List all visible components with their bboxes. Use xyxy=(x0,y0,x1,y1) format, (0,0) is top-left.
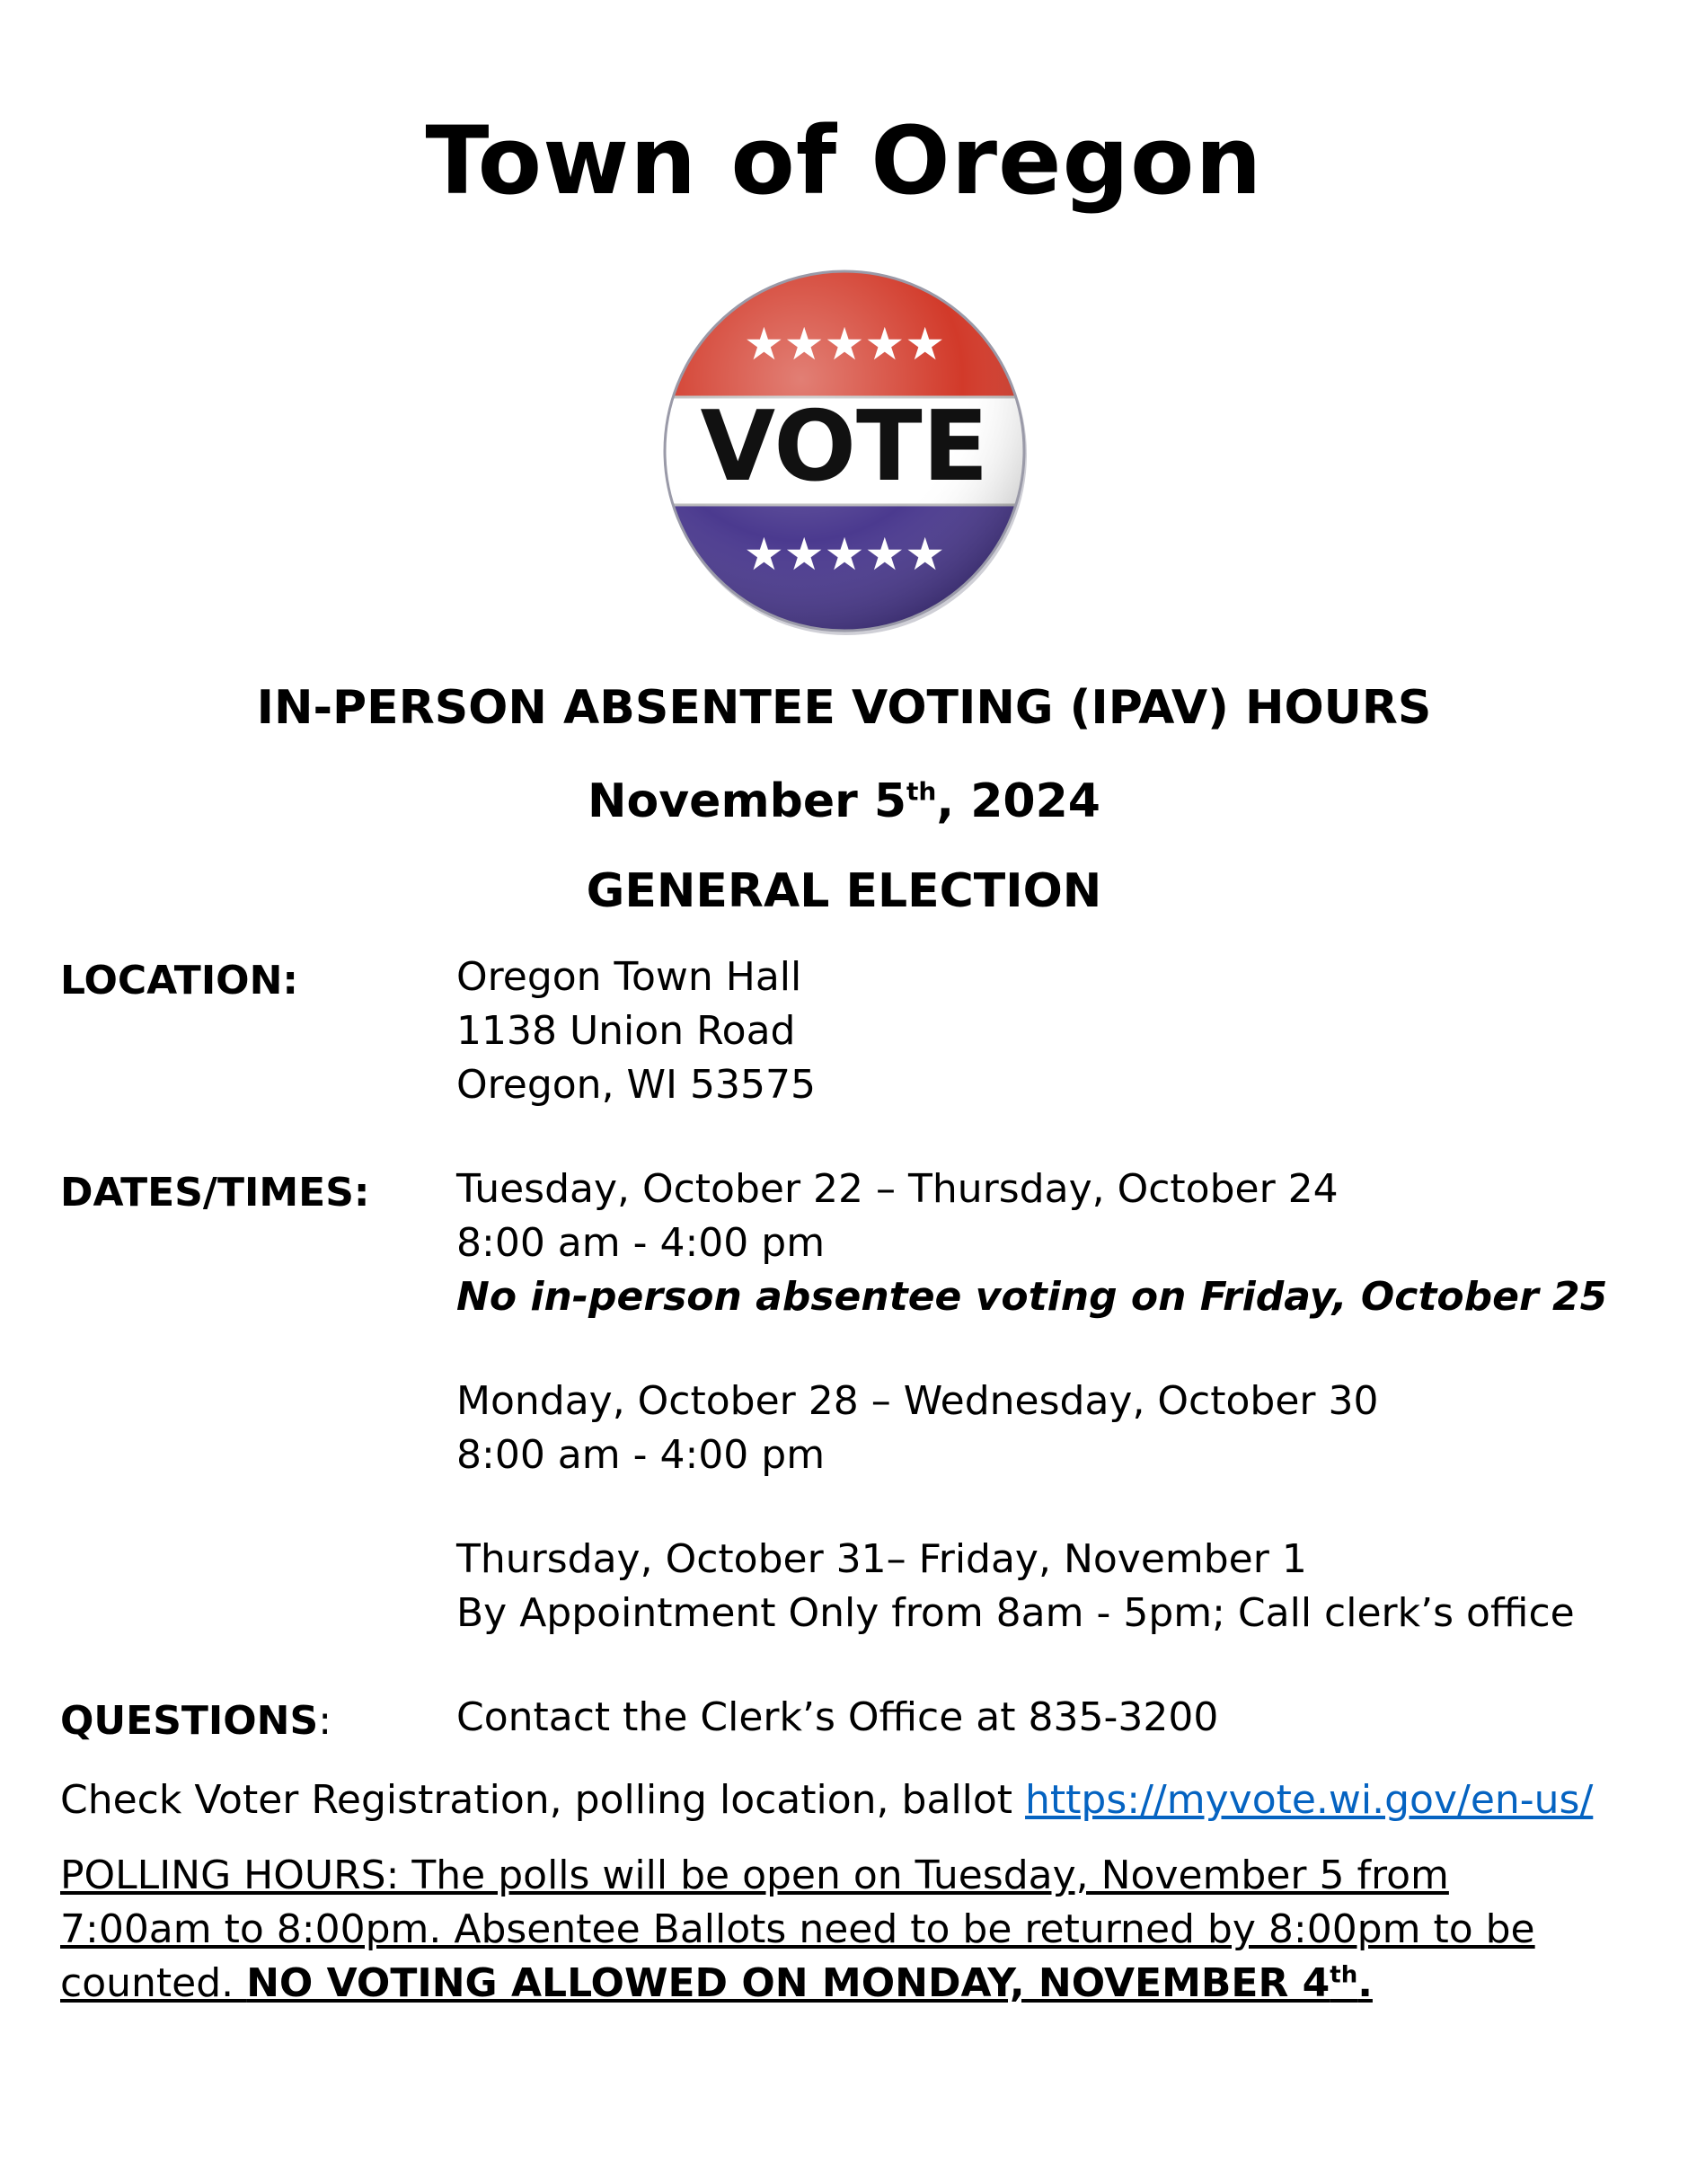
vote-button-badge xyxy=(647,253,1042,649)
no-voting-warning xyxy=(246,1960,1373,2006)
dates-range: Monday, October 28 – Wednesday, October 30 xyxy=(456,1378,1379,1424)
polling-line: POLLING HOURS: The polls will be open on Tuesday, November 5 from xyxy=(60,1852,1449,1898)
myvote-link[interactable]: https://myvote.wi.gov/en-us/ xyxy=(1025,1777,1594,1823)
election-type: GENERAL ELECTION xyxy=(586,864,1102,918)
questions-text: Contact the Clerk’s Office at 835-3200 xyxy=(456,1694,1219,1740)
location-address xyxy=(456,951,816,1112)
election-date-year: , 2024 xyxy=(936,774,1100,828)
dates-note: No in-person absentee voting on Friday, October 25 xyxy=(456,1274,1608,1320)
election-date-suffix: th xyxy=(906,776,937,807)
dates-hours: 8:00 am - 4:00 pm xyxy=(456,1432,826,1478)
badge-vote-text: VOTE xyxy=(700,391,989,503)
no-voting-period: . xyxy=(1357,1960,1373,2006)
dates-hours: 8:00 am - 4:00 pm xyxy=(456,1220,826,1266)
polling-hours-paragraph xyxy=(60,1849,1587,2011)
no-voting-suffix: th xyxy=(1330,1961,1358,1989)
dates-block-2 xyxy=(456,1375,1378,1482)
ipav-heading: IN-PERSON ABSENTEE VOTING (IPAV) HOURS xyxy=(256,681,1432,735)
location-label: LOCATION: xyxy=(60,958,299,1004)
location-line: 1138 Union Road xyxy=(456,1008,796,1054)
polling-line: 7:00am to 8:00pm. Absentee Ballots need to be returned by 8:00pm to be xyxy=(60,1906,1535,1952)
vote-badge-icon xyxy=(647,253,1042,649)
dates-range: Tuesday, October 22 – Thursday, October 24 xyxy=(456,1166,1339,1212)
registration-text: Check Voter Registration, polling location, ballot xyxy=(60,1777,1026,1823)
badge-bottom-stars: ★★★★★ xyxy=(743,528,946,580)
location-line: Oregon Town Hall xyxy=(456,954,802,1000)
polling-line xyxy=(60,1957,1587,2011)
dates-range: Thursday, October 31– Friday, November 1 xyxy=(456,1536,1307,1582)
location-line: Oregon, WI 53575 xyxy=(456,1062,816,1108)
page-title: Town of Oregon xyxy=(425,106,1263,216)
election-date xyxy=(0,774,1688,828)
questions-label-text: QUESTIONS xyxy=(60,1698,319,1744)
dates-block-3 xyxy=(456,1533,1575,1640)
polling-counted-text: counted. xyxy=(60,1960,247,2006)
dates-label: DATES/TIMES: xyxy=(60,1170,370,1216)
election-date-main: November 5 xyxy=(588,774,907,828)
questions-colon: : xyxy=(318,1698,332,1744)
registration-line xyxy=(60,1777,1593,1823)
badge-top-stars: ★★★★★ xyxy=(743,318,946,370)
dates-block-1 xyxy=(456,1163,1607,1324)
dates-hours: By Appointment Only from 8am - 5pm; Call clerk’s office xyxy=(456,1590,1575,1636)
questions-label xyxy=(60,1698,331,1744)
no-voting-text: NO VOTING ALLOWED ON MONDAY, NOVEMBER 4 xyxy=(246,1960,1330,2006)
